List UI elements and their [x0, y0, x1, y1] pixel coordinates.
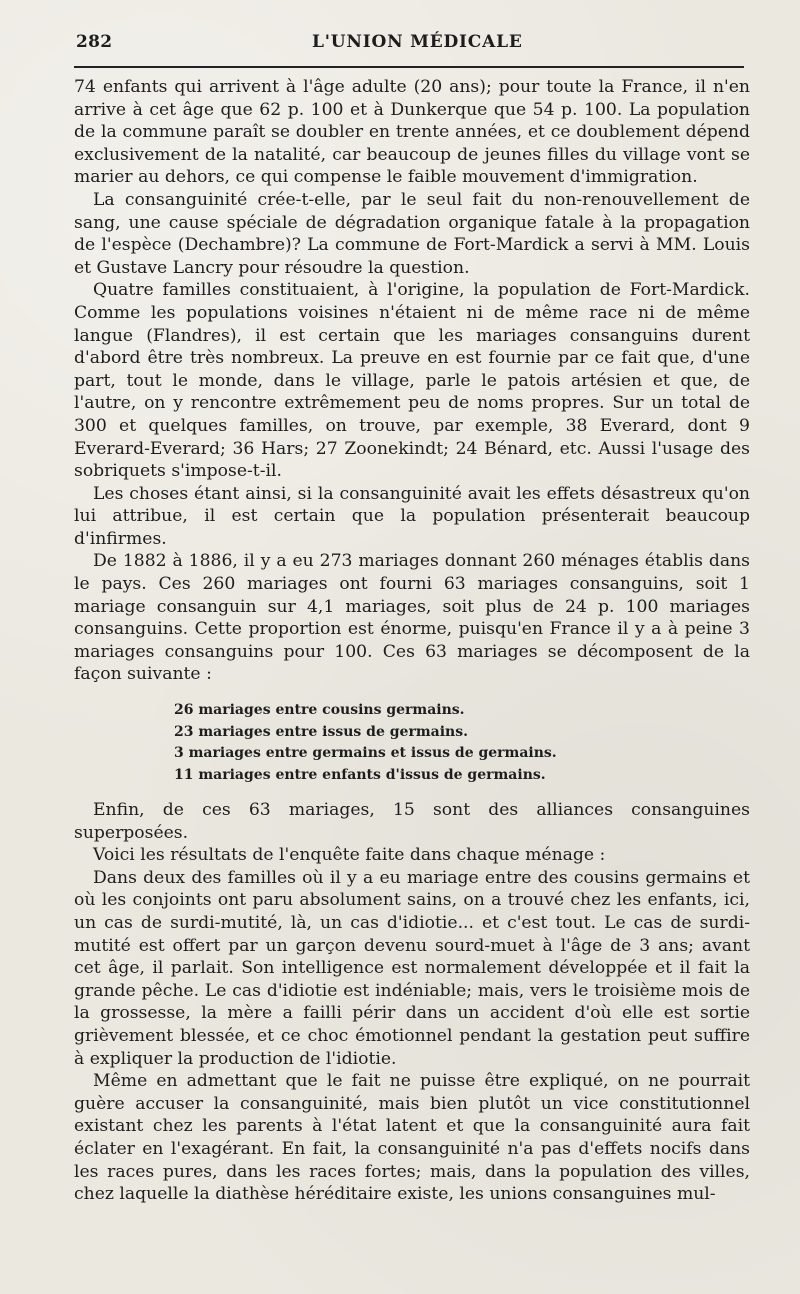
paragraph: 74 enfants qui arrivent à l'âge adulte (20 ans); pour toute la France, il n'en arrive à cet âge que 62 p. 100 et à Dunkerque que 54 p. 100. La population de la commune paraît se doubler en trente années, et ce doublement dépend exclusivement de la natalité, car beaucoup de jeunes filles du village vont se marier au dehors, ce qui compense le faible mouvement d'immigration. [74, 77, 750, 188]
paragraph: La consanguinité crée-t-elle, par le seul fait du non-renouvellement de sang, une cause spéciale de dégradation organique fatale à la propagation de l'espèce (Dechambre)? La commune de Fort-Mardick a servi à MM. Louis et Gustave Lancry pour résoudre la question. [74, 189, 750, 278]
marriage-list [174, 700, 750, 786]
header-rule [74, 66, 744, 68]
paragraph: Quatre familles constituaient, à l'origine, la population de Fort-Mardick. Comme les populations voisines n'étaient ni de même race ni de même langue (Flandres), il est certain que les mariages consanguins durent d'abord être très nombreux. La preuve en est fournie par ce fait que, d'une part, tout le monde, dans le village, parle le patois artésien et que, de l'autre, on y rencontre extrêmement peu de noms propres. Sur un total de 300 et quelques familles, on trouve, par exemple, 38 Everard, dont 9 Everard-Everard; 36 Hars; 27 Zoonekindt; 24 Bénard, etc. Aussi l'usage des sobriquets s'impose-t-il. [74, 280, 750, 482]
paragraph: Les choses étant ainsi, si la consanguinité avait les effets désastreux qu'on lui attribue, il est certain que la population présenterait beaucoup d'infirmes. [74, 483, 750, 549]
paragraph: De 1882 à 1886, il y a eu 273 mariages donnant 260 ménages établis dans le pays. Ces 260 mariages ont fourni 63 mariages consanguins, soit 1 mariage consanguin sur 4,1 mariages, soit plus de 24 p. 100 mariages consanguins. Cette proportion est énorme, puisqu'en France il y a à peine 3 mariages consanguins pour 100. Ces 63 mariages se décomposent de la façon suivante : [74, 551, 750, 685]
list-item: 3 mariages entre germains et issus de germains. [174, 745, 557, 762]
paragraph: Enfin, de ces 63 mariages, 15 sont des alliances consanguines superposées. [74, 800, 750, 843]
page-header [76, 32, 752, 60]
main-text [74, 76, 750, 1206]
list-item: 11 mariages entre enfants d'issus de germains. [174, 766, 546, 783]
page-number: 282 [76, 32, 113, 52]
paragraph: Même en admettant que le fait ne puisse être expliqué, on ne pourrait guère accuser la consanguinité, mais bien plutôt un vice constitutionnel existant chez les parents à l'état latent et que la consanguinité aura fait éclater en l'exagérant. En fait, la consanguinité n'a pas d'effets nocifs dans les races pures, dans les races fortes; mais, dans la population des villes, chez laquelle la diathèse héréditaire existe, les unions consanguines mul- [74, 1071, 750, 1205]
paragraph: Dans deux des familles où il y a eu mariage entre des cousins germains et où les conjoints ont paru absolument sains, on a trouvé chez les enfants, ici, un cas de surdi-mutité, là, un cas d'idiotie... et c'est tout. Le cas de surdi-mutité est offert par un garçon devenu sourd-muet à l'âge de 3 ans; avant cet âge, il parlait. Son intelligence est normalement développée et il fait la grande pêche. Le cas d'idiotie est indéniable; mais, vers le troisième mois de la grossesse, la mère a failli périr dans un accident d'où elle est sortie grièvement blessée, et ce choc émotionnel pendant la gestation peut suffire à expliquer la production de l'idiotie. [74, 867, 750, 1069]
list-item: 26 mariages entre cousins germains. [174, 702, 465, 719]
running-title: L'UNION MÉDICALE [312, 32, 523, 52]
paragraph: Voici les résultats de l'enquête faite dans chaque ménage : [93, 845, 606, 866]
list-item: 23 mariages entre issus de germains. [174, 723, 468, 740]
